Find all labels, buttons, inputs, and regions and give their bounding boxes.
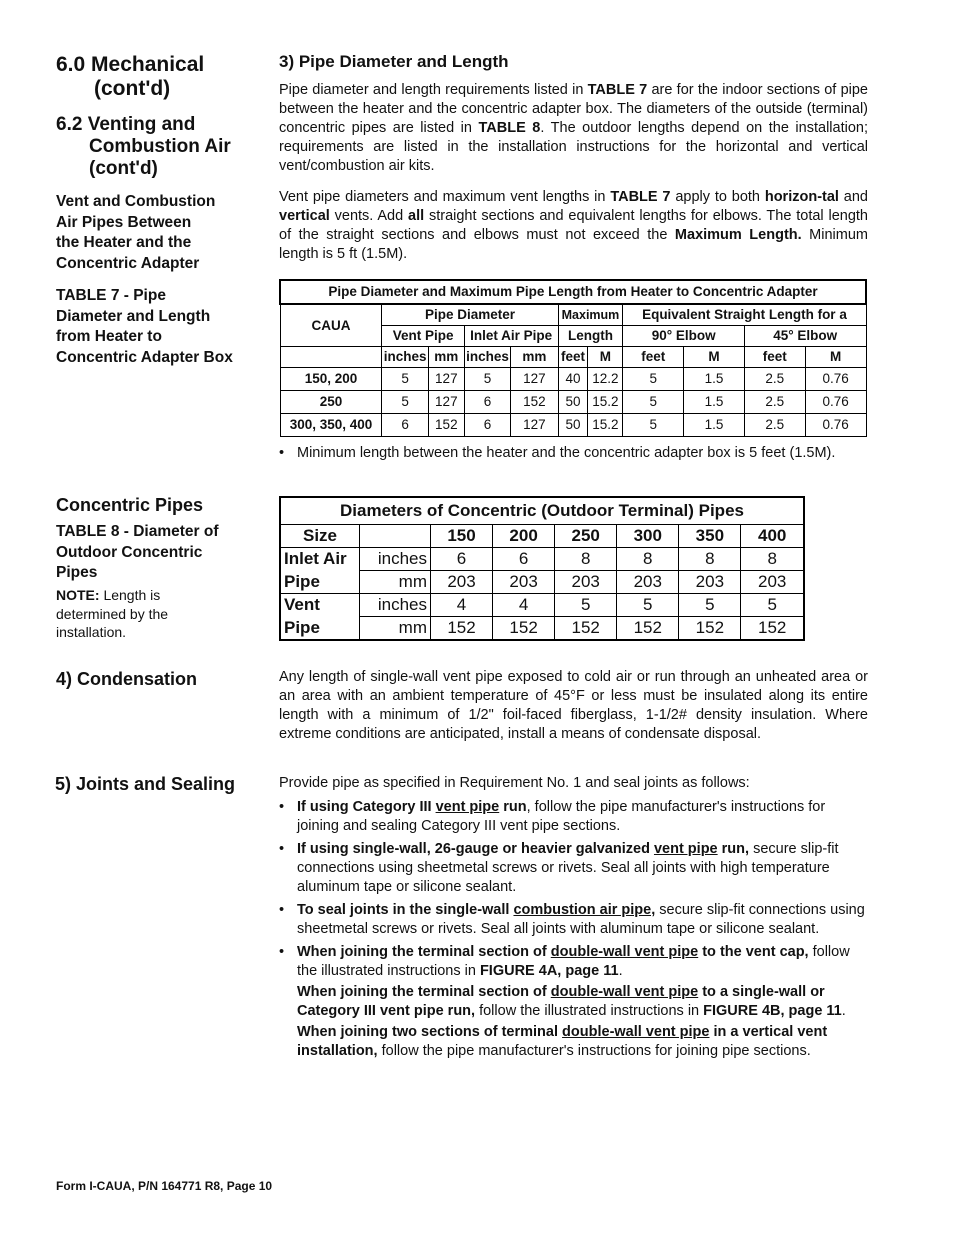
joints-list xyxy=(279,798,869,1061)
table7-unit: mm xyxy=(511,347,558,368)
page-footer: Form I-CAUA, P/N 164771 R8, Page 10 xyxy=(56,1179,273,1193)
table7-cell: 6 xyxy=(382,414,428,437)
table7-equiv-header: Equivalent Straight Length for a xyxy=(623,304,866,326)
table7-length-header: Length xyxy=(558,326,623,347)
table7-cell: 6 xyxy=(464,391,510,414)
table7-cell: 5 xyxy=(382,368,428,391)
table7-cell: 5 xyxy=(623,391,684,414)
table8-cell: 152 xyxy=(741,617,804,641)
table-row xyxy=(280,571,804,594)
table7-title: Pipe Diameter and Maximum Pipe Length from Heater to Concentric Adapter xyxy=(280,280,866,304)
table8-cell: 8 xyxy=(741,548,804,571)
table-row xyxy=(280,594,804,617)
table7-cell: 127 xyxy=(428,368,464,391)
list-item: • When joining the terminal section of double-wall vent pipe to the vent cap, follow the illustrated instructions in FIGURE 4A, page 11. xyxy=(279,944,850,979)
table8-unit: inches xyxy=(360,548,431,571)
list-item: • Minimum length between the heater and the concentric adapter box is 5 feet (1.5M). xyxy=(279,445,836,461)
table7-cell: 0.76 xyxy=(805,391,866,414)
vent-heading: Vent and Combustion Air Pipes Between the Heater and the Concentric Adapter xyxy=(56,193,216,272)
table7-unit: M xyxy=(684,347,745,368)
condensation-paragraph: Any length of single-wall vent pipe exposed to cold air or run through an unheated area or an area with an ambient temperature of 45°F or less must be insulated along its entire length with a minimum of 1/2" foil-faced fiberglass, 1-1/2# density insulation. Where extreme conditions are anticipated, install a means of condensate disposal. xyxy=(279,669,868,742)
table8-title: Diameters of Concentric (Outdoor Terminal) Pipes xyxy=(280,497,804,525)
table8-inlet-label: Inlet Air xyxy=(280,548,360,571)
table-row xyxy=(280,391,866,414)
table8-size: 200 xyxy=(493,525,555,548)
table7-cell: 50 xyxy=(558,414,588,437)
table8-cell: 152 xyxy=(493,617,555,641)
table-row xyxy=(280,617,804,641)
table8 xyxy=(279,496,805,641)
table8-size: 350 xyxy=(679,525,741,548)
table7-cell: 0.76 xyxy=(805,414,866,437)
table8-unit: inches xyxy=(360,594,431,617)
table7-unit: mm xyxy=(428,347,464,368)
table8-cell: 203 xyxy=(431,571,493,594)
pipe-section-heading: 3) Pipe Diameter and Length xyxy=(279,52,509,71)
table7-cell: 2.5 xyxy=(744,368,805,391)
pipe-paragraph-2: Vent pipe diameters and maximum vent lengths in TABLE 7 apply to both horizon-tal and vertical vents. Add all straight sections and equivalent lengths for elbows. The total length of the straight sections and elbows must not exceed the Maximum Length. Minimum length is 5 ft (1.5M). xyxy=(279,189,868,262)
table7-unit: M xyxy=(588,347,623,368)
table7-cell: 1.5 xyxy=(684,368,745,391)
table7-unit: feet xyxy=(623,347,684,368)
joints-intro: Provide pipe as specified in Requirement No. 1 and seal joints as follows: xyxy=(279,775,750,791)
table7-cell: 2.5 xyxy=(744,391,805,414)
list-item: When joining two sections of terminal double-wall vent pipe in a vertical vent installation, follow the pipe manufacturer's instructions for joining pipe sections. xyxy=(297,1024,828,1059)
table7-cell: 2.5 xyxy=(744,414,805,437)
table8-inlet-label: Pipe xyxy=(280,571,360,594)
table8-heading: TABLE 8 - Diameter of Outdoor Concentric Pipes xyxy=(56,523,219,581)
table8-cell: 8 xyxy=(617,548,679,571)
table8-vent-label: Vent xyxy=(280,594,360,617)
table8-size: 300 xyxy=(617,525,679,548)
table8-cell: 6 xyxy=(493,548,555,571)
table7-maximum-header: Maximum xyxy=(558,304,623,326)
table7-cell: 5 xyxy=(623,414,684,437)
list-item: • If using Category III vent pipe run, follow the pipe manufacturer's instructions for joining and sealing Category III vent pipe sections. xyxy=(279,799,826,834)
table8-note: NOTE: Length is determined by the installation. xyxy=(56,587,169,640)
pipe-paragraph-1: Pipe diameter and length requirements listed in TABLE 7 are for the indoor sections of pipe between the heater and the concentric adapter box. The diameters of the outside (terminal) concentric pipes are listed in TABLE 8. The outdoor lengths depend on the installation; requirements are listed in the installation instructions for the horizontal and vertical vent/combustion air kits. xyxy=(279,82,868,174)
table7-elbow90-header: 90° Elbow xyxy=(623,326,745,347)
table8-cell: 203 xyxy=(555,571,617,594)
table8-cell: 203 xyxy=(493,571,555,594)
list-item: • To seal joints in the single-wall combustion air pipe, secure slip-fit connections using sheetmetal screws or rivets. Seal all joints with aluminum tape or silicone sealant. xyxy=(279,902,865,937)
table7-cell: 152 xyxy=(428,414,464,437)
table7-cell: 50 xyxy=(558,391,588,414)
table8-unit: mm xyxy=(360,571,431,594)
table7-cell: 150, 200 xyxy=(280,368,382,391)
table8-cell: 5 xyxy=(555,594,617,617)
table7-cell: 127 xyxy=(511,368,558,391)
concentric-heading: Concentric Pipes xyxy=(56,495,204,515)
table8-cell: 203 xyxy=(679,571,741,594)
table7-pipe-diameter-header: Pipe Diameter xyxy=(382,304,558,326)
table7-cell: 127 xyxy=(428,391,464,414)
table8-size-label: Size xyxy=(280,525,360,548)
table8-cell: 152 xyxy=(555,617,617,641)
table8-cell: 152 xyxy=(617,617,679,641)
table8-unit: mm xyxy=(360,617,431,641)
table8-size: 150 xyxy=(431,525,493,548)
table-row xyxy=(280,368,866,391)
table7-cell: 1.5 xyxy=(684,391,745,414)
table8-cell: 152 xyxy=(679,617,741,641)
table7-caua-header: CAUA xyxy=(280,304,382,347)
table-row xyxy=(280,548,804,571)
table7-cell: 15.2 xyxy=(588,414,623,437)
table7-cell: 5 xyxy=(382,391,428,414)
table7-bullet xyxy=(279,444,869,463)
table8-cell: 4 xyxy=(431,594,493,617)
table7-cell: 12.2 xyxy=(588,368,623,391)
table7-inlet-air-header: Inlet Air Pipe xyxy=(464,326,558,347)
table8-empty xyxy=(360,525,431,548)
table8-size: 400 xyxy=(741,525,804,548)
table7-cell: 127 xyxy=(511,414,558,437)
table7-cell: 5 xyxy=(623,368,684,391)
table8-cell: 5 xyxy=(741,594,804,617)
table7-cell: 0.76 xyxy=(805,368,866,391)
table7-cell: 1.5 xyxy=(684,414,745,437)
table7-unit: inches xyxy=(464,347,510,368)
table-row xyxy=(280,414,866,437)
table8-cell: 8 xyxy=(555,548,617,571)
table7-heading: TABLE 7 - Pipe Diameter and Length from Heater to Concentric Adapter Box xyxy=(56,287,233,366)
table7-elbow45-header: 45° Elbow xyxy=(744,326,866,347)
table7-cell: 5 xyxy=(464,368,510,391)
table8-vent-label: Pipe xyxy=(280,617,360,641)
table8-cell: 8 xyxy=(679,548,741,571)
table7-unit: M xyxy=(805,347,866,368)
table7-cell: 300, 350, 400 xyxy=(280,414,382,437)
section-title: 6.0 Mechanical (cont'd) xyxy=(56,53,205,100)
table7-cell: 40 xyxy=(558,368,588,391)
table8-cell: 203 xyxy=(741,571,804,594)
table7-unit-empty xyxy=(280,347,382,368)
table7-vent-pipe-header: Vent Pipe xyxy=(382,326,464,347)
list-item: • If using single-wall, 26-gauge or heavier galvanized vent pipe run, secure slip-fit connections using sheetmetal screws or rivets. Seal all joints with high temperature aluminum tape or silicone sealant. xyxy=(279,841,839,895)
table7-cell: 6 xyxy=(464,414,510,437)
table7-unit: inches xyxy=(382,347,428,368)
table7-unit: feet xyxy=(744,347,805,368)
table7-unit: feet xyxy=(558,347,588,368)
table8-size: 250 xyxy=(555,525,617,548)
table8-cell: 6 xyxy=(431,548,493,571)
table8-cell: 5 xyxy=(617,594,679,617)
table8-cell: 203 xyxy=(617,571,679,594)
subsection-title: 6.2 Venting and Combustion Air (cont'd) xyxy=(56,114,231,179)
table7 xyxy=(279,279,867,437)
table8-cell: 152 xyxy=(431,617,493,641)
condensation-heading: 4) Condensation xyxy=(56,669,198,689)
joints-heading: 5) Joints and Sealing xyxy=(55,774,236,794)
list-item: When joining the terminal section of double-wall vent pipe to a single-wall or Category III vent pipe run, follow the illustrated instructions in FIGURE 4B, page 11. xyxy=(297,984,846,1019)
table8-cell: 5 xyxy=(679,594,741,617)
table7-cell: 15.2 xyxy=(588,391,623,414)
table7-cell: 152 xyxy=(511,391,558,414)
table8-cell: 4 xyxy=(493,594,555,617)
table7-cell: 250 xyxy=(280,391,382,414)
